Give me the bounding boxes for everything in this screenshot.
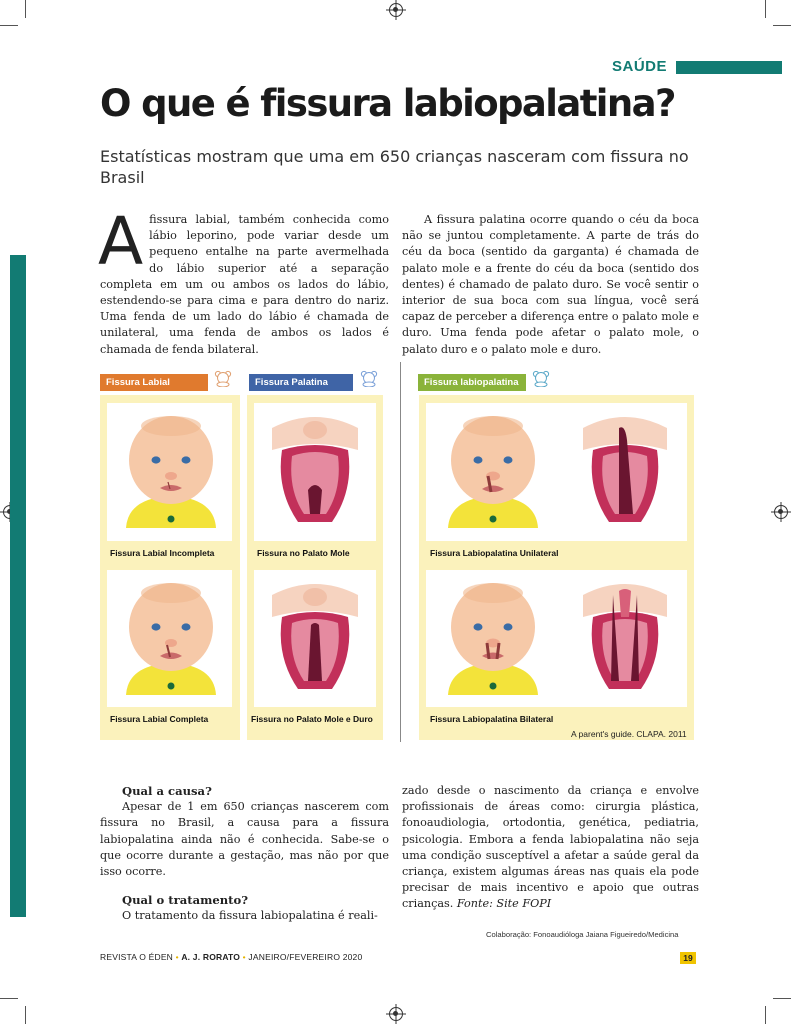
crop-mark — [773, 998, 791, 999]
footer-editor: A. J. RORATO — [181, 952, 241, 962]
tab-fissura-labial: Fissura Labial — [100, 374, 208, 391]
paragraph-tratamento-start: O tratamento da fissura labiopalatina é reali- — [122, 909, 378, 923]
registration-mark-icon — [774, 505, 788, 519]
footer-separator: • — [242, 952, 246, 962]
caption-palato-mole-duro: Fissura no Palato Mole e Duro — [251, 714, 373, 724]
baby-incomplete-cleft-lip-image — [116, 410, 226, 528]
paragraph-causa: Apesar de 1 em 650 crianças nascerem com fissura no Brasil, a causa para a fissura labiopalatina ainda não é conhecida. Sabe-se o que ocorre durante a gestação, mas não por que isso ocorre. — [100, 800, 389, 879]
bilateral-palate-cleft-image — [575, 577, 675, 695]
heading-tratamento: Qual o tratamento? — [122, 893, 249, 908]
intro-column-left — [98, 203, 389, 358]
side-accent-bar — [10, 255, 26, 917]
subtitle: Estatísticas mostram que uma em 650 crianças nasceram com fissura no Brasil — [100, 147, 689, 187]
footer-issue: JANEIRO/FEVEREIRO 2020 — [248, 952, 363, 962]
teddy-bear-icon — [213, 370, 233, 387]
caption-labiopalatina-unilateral: Fissura Labiopalatina Unilateral — [430, 548, 559, 558]
footer — [100, 952, 362, 962]
text-source: Fonte: Site FOPI — [456, 897, 552, 911]
teddy-bear-icon — [531, 370, 551, 387]
teddy-bear-icon — [359, 370, 379, 387]
crop-mark — [25, 0, 26, 18]
section-bar — [676, 61, 782, 74]
baby-bilateral-cleft-image — [438, 577, 548, 695]
caption-labiopalatina-bilateral: Fissura Labiopalatina Bilateral — [430, 714, 554, 724]
soft-and-hard-palate-cleft-image — [262, 577, 368, 695]
unilateral-palate-cleft-image — [575, 410, 675, 528]
baby-complete-cleft-lip-image — [116, 577, 226, 695]
soft-palate-cleft-image — [262, 410, 368, 528]
section-label: SAÚDE — [612, 58, 668, 75]
baby-unilateral-cleft-image — [438, 410, 548, 528]
registration-mark-icon — [389, 1007, 403, 1021]
crop-mark — [0, 998, 18, 999]
figure-source: A parent's guide. CLAPA. 2011 — [571, 729, 687, 739]
crop-mark — [765, 1006, 766, 1024]
caption-labial-incompleta: Fissura Labial Incompleta — [110, 548, 215, 558]
figure-divider — [400, 362, 401, 742]
dropcap: A — [98, 203, 144, 280]
intro-left-text: fissura labial, também conhecida como lábio leporino, pode variar desde um pequeno entalhe na parte avermelhada do lábio superior até a separação completa em um ou ambos os lados do lábio, estendendo-se para cima e para dentro do nariz. Uma fenda de um lado do lábio é chamada de unilateral, uma fenda de ambos os lados é chamada de fenda bilateral. — [100, 213, 389, 356]
footer-separator: • — [175, 952, 179, 962]
tab-fissura-labiopalatina: Fissura labiopalatina — [418, 374, 526, 391]
page-number: 19 — [680, 952, 696, 964]
crop-mark — [765, 0, 766, 18]
paragraph-tratamento-cont: zado desde o nascimento da criança e envolve profissionais de áreas como: cirurgia plástica, fonoaudiologia, ortodontia, genética, pediatria, psicologia. Embora a fenda labiopalatina não seja uma condição susceptível a afetar a saúde geral da criança, existem algumas áreas nas quais ela pode precisar de mais incentivo e apoio que outras crianças. — [402, 784, 699, 911]
footer-magazine: REVISTA O ÉDEN — [100, 952, 174, 962]
tab-fissura-palatina: Fissura Palatina — [249, 374, 353, 391]
page-title: O que é fissura labiopalatina? — [100, 82, 675, 125]
credit-line: Colaboração: Fonoaudióloga Jaiana Figueiredo/Medicina — [486, 930, 679, 939]
bottom-column-right — [402, 783, 699, 913]
crop-mark — [773, 25, 791, 26]
registration-mark-icon — [389, 3, 403, 17]
caption-labial-completa: Fissura Labial Completa — [110, 714, 209, 724]
heading-causa: Qual a causa? — [122, 784, 212, 798]
intro-column-right: A fissura palatina ocorre quando o céu da boca não se juntou completamente. A parte de trás do céu da boca (sentido da garganta) é chamada de palato mole e a frente do céu da boca (sentido dos dentes) é chamado de palato duro. Se você sentir o interior de sua boca com sua língua, você será capaz de perceber a diferença entre o palato mole e duro. Uma fenda pode afetar o palato mole, o palato duro e o palato mole e duro. — [402, 213, 699, 356]
caption-palato-mole: Fissura no Palato Mole — [257, 548, 350, 558]
crop-mark — [25, 1006, 26, 1024]
bottom-column-left — [100, 783, 389, 925]
crop-mark — [0, 25, 18, 26]
